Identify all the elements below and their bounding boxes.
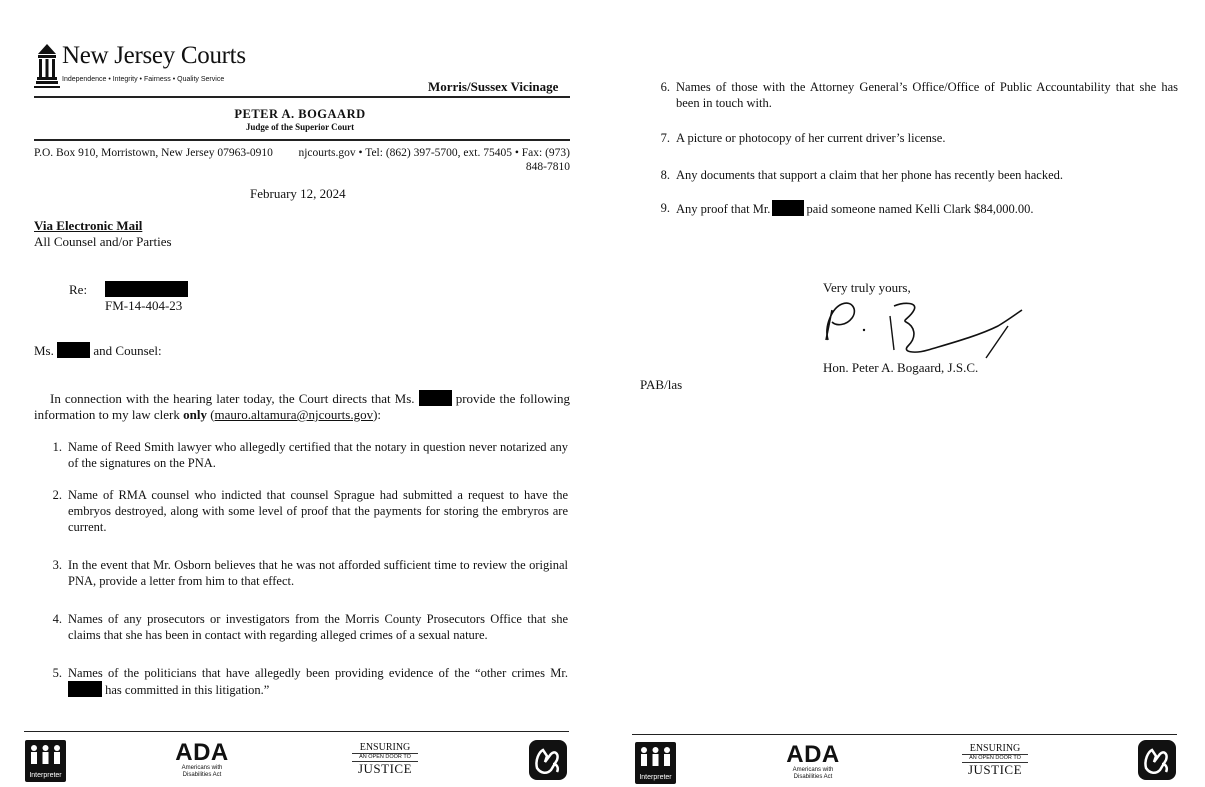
interpreter-figures-icon <box>638 746 673 768</box>
redaction-bar <box>105 281 188 297</box>
sign-language-icon <box>529 740 567 780</box>
item-text-part: paid someone named Kelli Clark $84,000.00. <box>806 202 1034 216</box>
list-item <box>642 130 1178 148</box>
sign-language-icon <box>1138 740 1176 780</box>
salutation-suffix: and Counsel: <box>93 343 162 358</box>
intro-paragraph: In connection with the hearing later today, the Court directs that Ms. provide the following information to my law clerk only (mauro.altamura@njcourts.gov): <box>34 391 570 422</box>
item-number: 7. <box>660 131 670 145</box>
court-address: P.O. Box 910, Morristown, New Jersey 07963-0910 <box>34 147 273 159</box>
item-text: In the event that Mr. Osborn believes that he was not afforded sufficient time to review the original PNA, provide a letter from him to that effect. <box>68 558 568 588</box>
item-number: 8. <box>660 168 670 182</box>
address-divider <box>34 139 570 141</box>
item-number: 3. <box>52 558 62 572</box>
clerk-email-link[interactable]: mauro.altamura@njcourts.gov <box>214 407 374 422</box>
list-item <box>642 167 1178 185</box>
courthouse-seal-icon <box>34 40 60 90</box>
redaction-bar <box>419 390 452 406</box>
judge-title: Judge of the Superior Court <box>245 122 355 132</box>
redaction-bar <box>68 681 102 697</box>
ensuring-text: AN OPEN DOOR TO <box>962 755 1028 763</box>
item-text <box>676 200 1176 217</box>
letter-date: February 12, 2024 <box>250 186 346 201</box>
item-text: Name of RMA counsel who indicted that counsel Sprague had submitted a request to have the embryos destroyed, along with some level of proof that the payments for storing the embryros are current. <box>68 488 568 534</box>
docket-number: FM-14-404-23 <box>105 298 183 313</box>
ensuring-justice-logo <box>352 743 418 777</box>
ensuring-text: JUSTICE <box>967 762 1023 777</box>
ada-subtitle: Americans with <box>181 765 223 771</box>
signer-name: Hon. Peter A. Bogaard, J.S.C. <box>823 360 979 375</box>
item-text: Name of Reed Smith lawyer who allegedly certified that the notary in question never notarized any of the signatures on the PNA. <box>68 440 568 470</box>
ada-subtitle: Disabilities Act <box>793 774 833 780</box>
ensuring-text: AN OPEN DOOR TO <box>352 754 418 762</box>
redaction-bar <box>57 342 90 358</box>
redaction-bar <box>772 200 804 216</box>
salutation-prefix: Ms. <box>34 343 54 358</box>
list-item <box>34 665 570 699</box>
ensuring-justice-logo <box>962 744 1028 778</box>
item-number: 1. <box>52 440 62 454</box>
item-number: 5. <box>52 666 62 680</box>
delivery-method: Via Electronic Mail <box>34 218 143 233</box>
court-contact: njcourts.gov • Tel: (862) 397-5700, ext. 75405 • Fax: (973) 848-7810 <box>298 147 570 173</box>
intro-text: provide the following information to my law clerk <box>34 391 570 422</box>
item-text <box>68 665 568 698</box>
footer-divider <box>632 734 1177 735</box>
ada-logo <box>167 741 237 785</box>
item-number: 6. <box>660 80 670 94</box>
org-name: New Jersey Courts <box>62 42 246 69</box>
list-item <box>34 439 570 473</box>
item-text: Names of any prosecutors or investigators from the Morris County Prosecutors Office that she claims that she has been in contact with regarding alleged crimes of a sexual nature. <box>68 612 568 642</box>
salutation <box>34 342 162 359</box>
handwritten-signature <box>818 296 1028 362</box>
list-item <box>34 487 570 537</box>
item-number: 4. <box>52 612 62 626</box>
ada-title: ADA <box>175 739 229 766</box>
footer-divider <box>24 731 569 732</box>
ada-title: ADA <box>786 741 840 768</box>
list-item <box>34 611 570 645</box>
list-item <box>34 557 570 591</box>
re-label: Re: <box>69 282 88 297</box>
item-text: Any documents that support a claim that her phone has recently been hacked. <box>676 168 1064 182</box>
ada-logo <box>778 743 848 787</box>
interpreter-figures-icon <box>28 744 63 766</box>
item-text-part: has committed in this litigation.” <box>105 683 270 697</box>
reference-initials: PAB/las <box>640 377 683 392</box>
list-item <box>642 79 1178 113</box>
ensuring-text: ENSURING <box>352 743 418 754</box>
closing: Very truly yours, <box>823 280 911 295</box>
recipients: All Counsel and/or Parties <box>34 234 172 249</box>
ada-subtitle: Americans with <box>792 767 834 773</box>
item-text: A picture or photocopy of her current driver’s license. <box>676 131 946 145</box>
list-item <box>642 200 1178 218</box>
ada-subtitle: Disabilities Act <box>182 772 222 778</box>
ensuring-text: JUSTICE <box>357 761 413 776</box>
item-text: Names of those with the Attorney General’s Office/Office of Public Accountability that she has been in touch with. <box>676 80 1178 110</box>
interpreter-icon <box>25 740 66 782</box>
sign-hands-icon <box>529 740 567 780</box>
item-text-part: Names of the politicians that have allegedly been providing evidence of the “other crimes Mr. <box>68 666 568 680</box>
interpreter-label: Interpreter <box>29 772 62 779</box>
item-text-part: Any proof that Mr. <box>676 202 771 216</box>
interpreter-label: Interpreter <box>639 774 672 781</box>
interpreter-icon <box>635 742 676 784</box>
intro-text: In connection with the hearing later today, the Court directs that Ms. <box>50 391 415 406</box>
judge-name: PETER A. BOGAARD <box>234 107 366 121</box>
item-number: 9. <box>660 201 670 215</box>
header-divider <box>34 96 570 98</box>
intro-emphasis: only <box>183 407 207 422</box>
item-number: 2. <box>52 488 62 502</box>
vicinage: Morris/Sussex Vicinage <box>428 79 559 94</box>
org-tagline: Independence • Integrity • Fairness • Quality Service <box>62 76 225 83</box>
ensuring-text: ENSURING <box>962 744 1028 755</box>
sign-hands-icon <box>1138 740 1176 780</box>
